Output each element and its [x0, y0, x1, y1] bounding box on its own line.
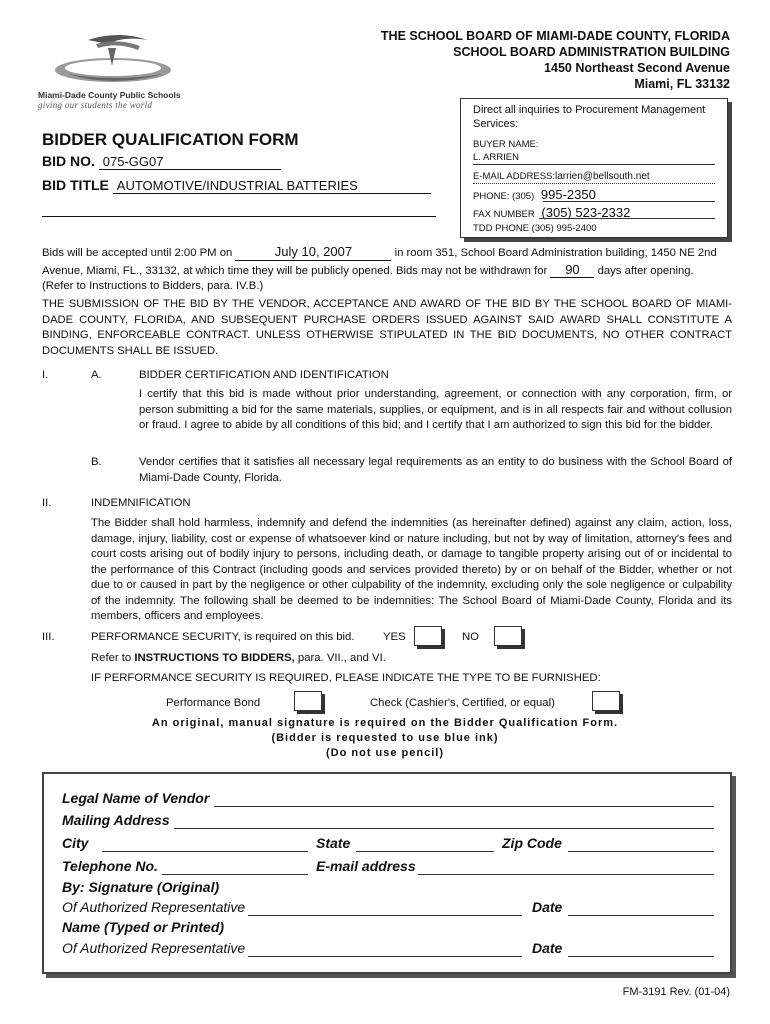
legal-name-label: Legal Name of Vendor [62, 790, 210, 806]
acceptance-text-5: (Refer to Instructions to Bidders, para. IV.B.) [42, 280, 264, 292]
refer-text-post: para. VII., and VI. [294, 652, 386, 664]
header-line-1: THE SCHOOL BOARD OF MIAMI-DADE COUNTY, FLORIDA [380, 29, 730, 43]
performance-security-text: PERFORMANCE SECURITY, is required on this bid. [91, 631, 355, 643]
telephone-label: Telephone No. [62, 858, 158, 874]
acceptance-text-2: in room 351, School Board Administration building, 1450 NE 2nd [394, 247, 717, 259]
authorized-rep-label-1: Of Authorized Representative [62, 899, 246, 915]
signature-date-field[interactable] [568, 915, 714, 916]
refer-instructions [91, 651, 386, 667]
buyer-underline [473, 164, 715, 165]
yes-checkbox[interactable] [414, 626, 442, 646]
zip-code-label: Zip Code [502, 835, 562, 851]
signature-note-1: An original, manual signature is required on the Bidder Qualification Form. [151, 717, 619, 729]
zip-code-field[interactable] [568, 851, 714, 852]
inquiries-box [460, 98, 728, 238]
performance-bond-checkbox[interactable] [294, 691, 322, 711]
state-field[interactable] [356, 851, 494, 852]
no-label: NO [462, 631, 479, 643]
state-label: State [316, 835, 351, 851]
bid-title-label: BID TITLE [42, 177, 109, 193]
check-option-label: Check (Cashier's, Certified, or equal) [370, 697, 555, 709]
mailing-address-label: Mailing Address [62, 812, 170, 828]
withdraw-days-field[interactable]: 90 [550, 262, 594, 279]
submission-paragraph: THE SUBMISSION OF THE BID BY THE VENDOR, ACCEPTANCE AND AWARD OF THE BID BY THE SCHOOL BOARD OF MIAMI-DADE COUNTY, FLORIDA, AND SUBSEQUENT PURCHASE ORDERS ISSUED AGAINST SAID AWARD SHALL CONSTITUTE A BINDING, ENFORCEABLE CONTRACT. UNLESS OTHERWISE STIPULATED IN THE BID DOCUMENTS, NO OTHER CONTRACT DOCUMENTS SHALL BE ISSUED. [42, 298, 732, 357]
section-1-number: I. [42, 369, 49, 381]
email-row [473, 171, 715, 182]
acceptance-paragraph [42, 244, 732, 295]
printed-name-label: Name (Typed or Printed) [62, 919, 225, 935]
form-revision: FM-3191 Rev. (01-04) [622, 986, 730, 998]
telephone-field[interactable] [162, 874, 308, 875]
buyer-label: BUYER NAME: [473, 139, 539, 150]
vendor-email-field[interactable] [418, 874, 714, 875]
city-field[interactable] [102, 851, 308, 852]
authorized-rep-label-2: Of Authorized Representative [62, 940, 246, 956]
bid-title-field[interactable]: AUTOMOTIVE/INDUSTRIAL BATTERIES [113, 178, 431, 194]
city-label: City [62, 835, 89, 851]
check-option-checkbox[interactable] [592, 691, 620, 711]
opening-date-field[interactable]: July 10, 2007 [235, 244, 391, 261]
section-2-number: II. [42, 497, 52, 509]
phone-underline [543, 201, 715, 202]
phone-value[interactable]: 995-2350 [540, 187, 596, 202]
bid-title-line-2[interactable] [42, 216, 436, 217]
no-checkbox[interactable] [494, 626, 522, 646]
section-1b-letter: B. [91, 456, 102, 468]
yes-label: YES [383, 631, 406, 643]
bid-no-label: BID NO. [42, 153, 95, 169]
section-2-text: The Bidder shall hold harmless, indemnify and defend the indemnities (as hereinafter defined) against any claim, action, loss, damage, injury, liability, cost or expense of whatsoever kind or nature including, but not by way of limitation, attorney's fees and court costs arising out of bodily injury to persons, including death, or damage to tangible property arising out of or incidental to the performance of this Contract (including goods and services provided thereto) by or on behalf of the Bidder, whether or not due to or caused in part by the negligence or other culpability of the indemnity, excluding only the sole negligence or culpability of the indemnity. The following shall be deemed to be indemnities: The School Board of Miami-Dade County, Florida and its members, officers and employees. [91, 517, 732, 622]
signature-note [0, 716, 770, 761]
bid-title-row [42, 177, 431, 194]
tdd-phone: TDD PHONE (305) 995-2400 [473, 223, 597, 234]
email-value[interactable]: larrien@bellsouth.net [555, 171, 650, 182]
inquiries-intro: Direct all inquiries to Procurement Management Services: [473, 104, 706, 130]
performance-bond-label: Performance Bond [166, 697, 261, 709]
logo-tagline: giving our students the world [38, 100, 153, 110]
phone-row [473, 187, 715, 202]
bid-no-field[interactable]: 075-GG07 [99, 154, 281, 170]
vendor-email-label: E-mail address [316, 858, 416, 874]
date-label-2: Date [532, 940, 563, 956]
phone-label: PHONE: (305) [473, 191, 535, 202]
signature-label: By: Signature (Original) [62, 879, 220, 895]
fax-value[interactable]: (305) 523-2332 [541, 205, 631, 220]
section-1a-text: I certify that this bid is made without prior understanding, agreement, or connection with any corporation, firm, or person submitting a bid for the same materials, supplies, or equipment, and is in all respects fair and without collusion or fraud. I agree to abide by all conditions of this bid; and I certify that I am authorized to sign this bid for the bidder. [139, 388, 732, 431]
section-1a-heading: BIDDER CERTIFICATION AND IDENTIFICATION [139, 369, 389, 381]
board-header [381, 28, 730, 92]
refer-text-bold: INSTRUCTIONS TO BIDDERS, [134, 652, 295, 664]
security-type-prompt: IF PERFORMANCE SECURITY IS REQUIRED, PLEASE INDICATE THE TYPE TO BE FURNISHED: [91, 672, 601, 684]
printed-name-date-field[interactable] [568, 956, 714, 957]
vendor-signature-box [42, 772, 732, 974]
section-1b-text: Vendor certifies that it satisfies all necessary legal requirements as an entity to do business with the School Board of Miami-Dade County, Florida. [139, 456, 732, 484]
mailing-address-field[interactable] [174, 828, 714, 829]
date-label-1: Date [532, 899, 563, 915]
logo-name: Miami-Dade County Public Schools [38, 90, 181, 100]
printed-name-field[interactable] [248, 956, 522, 957]
header-line-2: SCHOOL BOARD ADMINISTRATION BUILDING [453, 45, 730, 59]
school-district-logo-icon [48, 30, 178, 88]
section-1a-letter: A. [91, 369, 102, 381]
district-logo [38, 30, 188, 110]
refer-text-pre: Refer to [91, 652, 135, 664]
signature-note-3: (Do not use pencil) [326, 747, 444, 759]
buyer-value[interactable]: L. ARRIEN [473, 152, 519, 163]
fax-underline [539, 218, 715, 219]
email-label: E-MAIL ADDRESS: [473, 171, 556, 182]
acceptance-text-3: Avenue, Miami, FL., 33132, at which time they will be publicly opened. Bids may not be withdrawn for [42, 264, 548, 277]
header-line-4: Miami, FL 33132 [634, 77, 730, 91]
bid-no-row [42, 153, 281, 170]
legal-name-field[interactable] [214, 806, 714, 807]
acceptance-text-1: Bids will be accepted until 2:00 PM on [42, 247, 233, 259]
acceptance-text-4: days after opening. [597, 264, 694, 277]
section-2-heading: INDEMNIFICATION [91, 497, 191, 509]
section-3-number: III. [42, 631, 55, 643]
fax-label: FAX NUMBER [473, 209, 535, 220]
signature-field[interactable] [248, 915, 522, 916]
header-line-3: 1450 Northeast Second Avenue [544, 61, 730, 75]
email-underline [473, 183, 715, 184]
form-title: BIDDER QUALIFICATION FORM [42, 130, 299, 149]
signature-note-2: (Bidder is requested to use blue ink) [271, 732, 499, 744]
